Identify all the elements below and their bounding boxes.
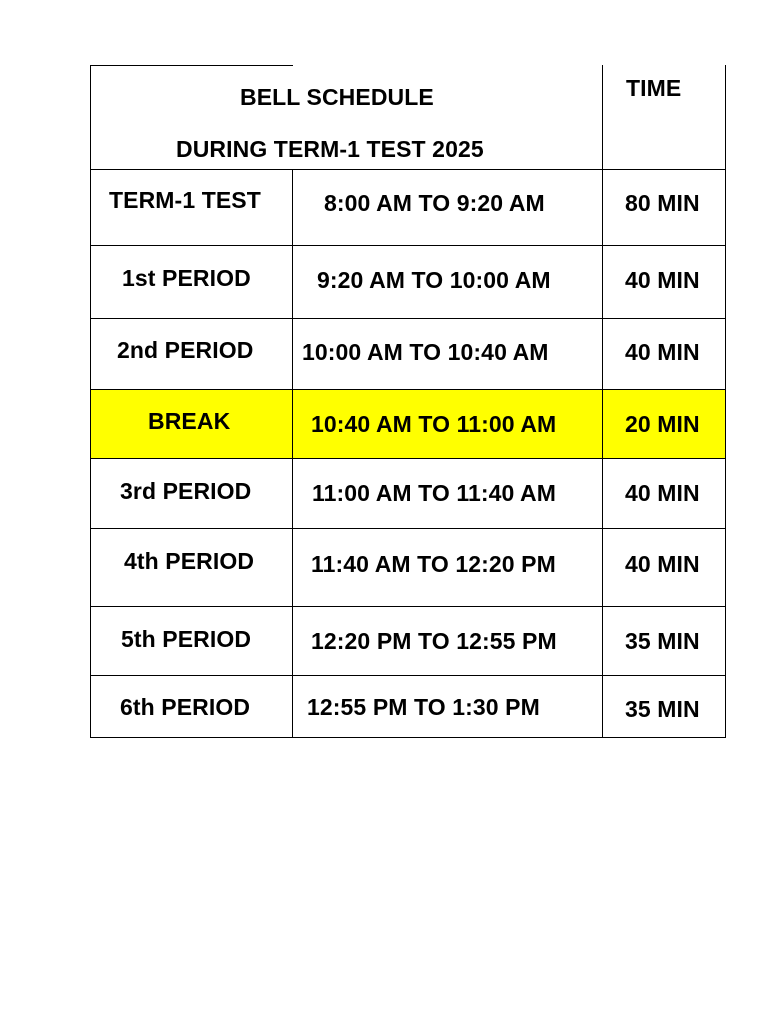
row-divider-3 — [90, 389, 726, 390]
row-time-range: 12:20 PM TO 12:55 PM — [311, 628, 557, 654]
row-label: 6th PERIOD — [120, 694, 251, 720]
time-column-header: TIME — [626, 75, 682, 101]
column-divider-1 — [292, 169, 293, 738]
row-duration: 40 MIN — [625, 551, 700, 577]
row-duration: 80 MIN — [625, 190, 700, 216]
row-label: 2nd PERIOD — [117, 337, 254, 363]
row-label: TERM-1 TEST — [109, 187, 261, 213]
row-divider-5 — [90, 528, 726, 529]
row-label: 3rd PERIOD — [120, 478, 252, 504]
table-border-left — [90, 65, 91, 738]
row-time-range: 8:00 AM TO 9:20 AM — [324, 190, 545, 216]
row-label: 4th PERIOD — [124, 548, 255, 574]
row-time-range: 11:40 AM TO 12:20 PM — [311, 551, 556, 577]
row-duration: 40 MIN — [625, 339, 700, 365]
row-time-range: 10:00 AM TO 10:40 AM — [302, 339, 549, 365]
schedule-title: BELL SCHEDULE — [240, 84, 434, 110]
row-duration: 40 MIN — [625, 480, 700, 506]
row-time-range: 11:00 AM TO 11:40 AM — [312, 480, 557, 506]
row-time-range: 9:20 AM TO 10:00 AM — [317, 267, 551, 293]
row-divider-7 — [90, 675, 726, 676]
row-divider-6 — [90, 606, 726, 607]
table-border-right — [725, 65, 726, 738]
schedule-subtitle: DURING TERM-1 TEST 2025 — [176, 136, 484, 162]
row-duration: 35 MIN — [625, 696, 700, 722]
column-divider-2 — [602, 65, 603, 738]
row-duration: 35 MIN — [625, 628, 700, 654]
row-label: BREAK — [148, 408, 231, 434]
row-time-range: 10:40 AM TO 11:00 AM — [311, 411, 557, 437]
table-border-bottom — [90, 737, 726, 738]
row-divider-2 — [90, 318, 726, 319]
row-duration: 20 MIN — [625, 411, 700, 437]
bell-schedule-table — [90, 65, 726, 738]
row-time-range: 12:55 PM TO 1:30 PM — [307, 694, 540, 720]
row-divider-4 — [90, 458, 726, 459]
row-label: 5th PERIOD — [121, 626, 252, 652]
row-divider-header — [90, 169, 726, 170]
row-label: 1st PERIOD — [122, 265, 251, 291]
row-duration: 40 MIN — [625, 267, 700, 293]
table-border-top — [90, 65, 293, 66]
row-divider-1 — [90, 245, 726, 246]
